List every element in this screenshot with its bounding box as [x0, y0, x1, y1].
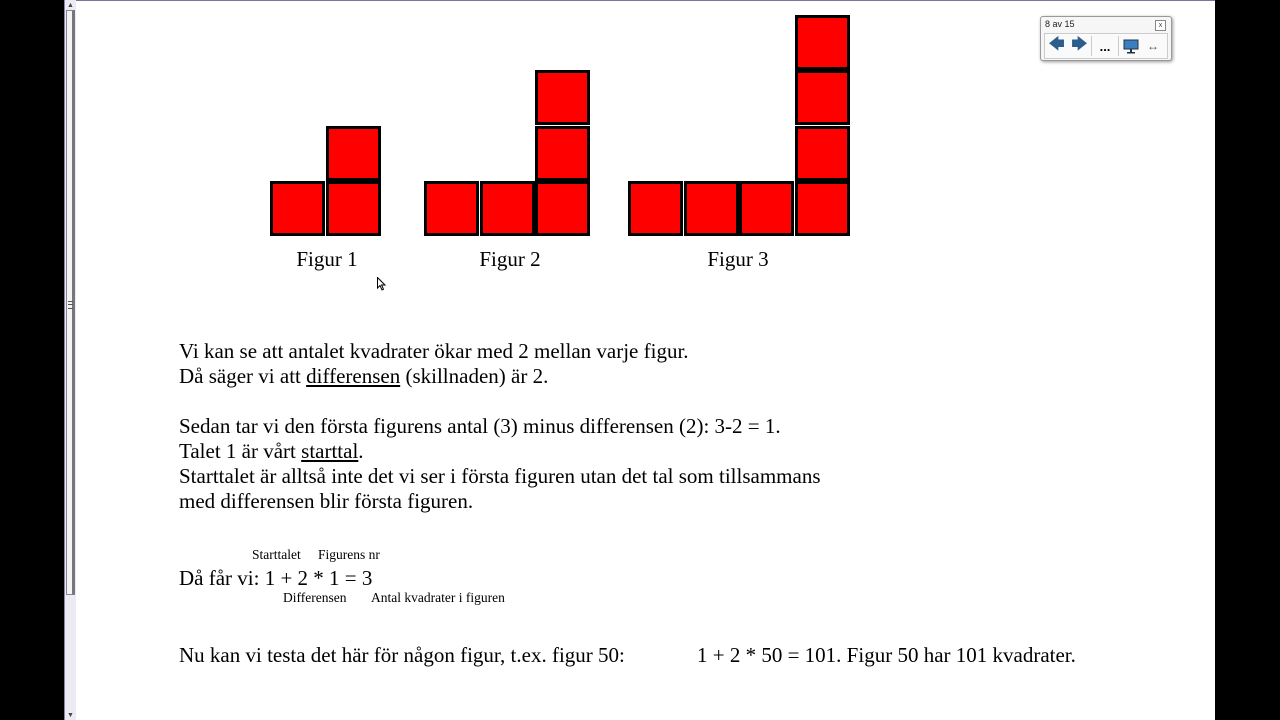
- figure-square: [795, 15, 850, 70]
- text-line: [179, 364, 548, 389]
- text-line: med differensen blir första figuren.: [179, 489, 474, 513]
- figure-square: [326, 181, 381, 236]
- figure-square: [535, 181, 590, 236]
- text-segment: .: [358, 439, 364, 463]
- underlined-term: differensen: [306, 364, 401, 388]
- double-arrow-icon[interactable]: ↔: [1147, 39, 1159, 53]
- slideshow-toolbar: [1040, 16, 1172, 61]
- text-line: [179, 439, 364, 464]
- text-segment: Talet 1 är vårt: [179, 439, 302, 463]
- annotation-starttalet: Starttalet: [252, 547, 301, 562]
- text-line: Sedan tar vi den första figurens antal (3) minus differensen (2): 3-2 = 1.: [179, 414, 781, 438]
- close-button[interactable]: x: [1155, 20, 1166, 31]
- annotation-differensen: Differensen: [283, 590, 347, 605]
- underlined-term: starttal: [301, 439, 359, 463]
- figure-square: [535, 126, 590, 181]
- toolbar-buttons: [1044, 33, 1168, 59]
- figure-label: Figur 3: [707, 247, 769, 271]
- text-line: 1 + 2 * 50 = 101. Figur 50 har 101 kvadrater.: [697, 643, 1076, 667]
- scroll-up-button[interactable]: ▲: [67, 1, 74, 9]
- text-line: Starttalet är alltså inte det vi ser i första figuren utan det tal som tillsammans: [179, 464, 821, 488]
- figure-square: [628, 181, 683, 236]
- figure-square: [684, 181, 739, 236]
- figure-square: [795, 181, 850, 236]
- text-line: Vi kan se att antalet kvadrater ökar med 2 mellan varje figur.: [179, 339, 689, 363]
- grip-icon: [68, 301, 73, 309]
- figure-label: Figur 1: [296, 247, 358, 271]
- text-line: Nu kan vi testa det här för någon figur, t.ex. figur 50:: [179, 643, 625, 667]
- figure-square: [795, 70, 850, 125]
- document-page: [76, 0, 1215, 720]
- scrollbar-thumb[interactable]: [66, 10, 75, 595]
- annotation-antal-kvadrater: Antal kvadrater i figuren: [371, 590, 505, 605]
- figure-square: [270, 181, 325, 236]
- formula: Då får vi: 1 + 2 * 1 = 3: [179, 566, 373, 590]
- figure-square: [795, 126, 850, 181]
- figure-square: [326, 126, 381, 181]
- figure-square: [535, 70, 590, 125]
- more-button[interactable]: ...: [1099, 38, 1111, 54]
- figure-square: [424, 181, 479, 236]
- figure-square: [739, 181, 794, 236]
- text-segment: Då säger vi att: [179, 364, 307, 388]
- figure-label: Figur 2: [479, 247, 541, 271]
- annotation-figurens-nr: Figurens nr: [318, 547, 380, 562]
- vertical-scrollbar[interactable]: [64, 0, 76, 720]
- text-segment: (skillnaden) är 2.: [400, 364, 549, 388]
- monitor-icon[interactable]: [1119, 35, 1143, 57]
- scroll-down-button[interactable]: ▼: [67, 711, 74, 719]
- page-indicator: 8 av 15: [1045, 19, 1075, 29]
- mouse-cursor-icon: [377, 277, 387, 292]
- arrow-left-icon[interactable]: 🡄: [1048, 35, 1065, 53]
- figure-square: [480, 181, 535, 236]
- arrow-right-icon[interactable]: 🡆: [1071, 35, 1088, 53]
